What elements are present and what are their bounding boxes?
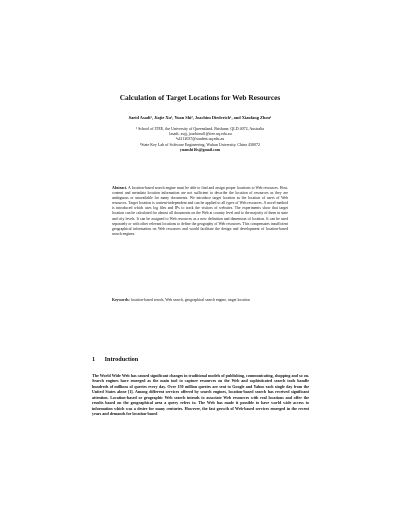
affiliation-line: ³State Key Lab of Software Engineering, Wuhan University, China 430072 bbox=[140, 141, 260, 147]
keywords-text: location-based search, Web search, geographical search engine, target location bbox=[130, 298, 250, 302]
keywords-label: Keywords: bbox=[112, 298, 130, 302]
abstract bbox=[112, 186, 288, 237]
abstract-text: A location-based search engine must be able to find and assign proper locations to Web resources. Host, content and metadata location information are not sufficient to describe the location of resources as they are ambiguous or unavailable for many documents. We introduce target location as the location of users of Web resources. Target location is content-independent and can be applied to all types of Web resources. A novel method is introduced which uses log files and IPs to track the visitors of websites. The experiments show that target location can be calculated for almost all documents on the Web at country level and to the majority of them in state and city levels. It can be assigned to Web resources as a new definition and dimension of location. It can be used separately or with other relevant locations to define the geography of Web resources. This compensates insufficient geographical information on Web resources and would facilitate the design and development of location-based search engines. bbox=[112, 186, 288, 236]
author-list: Saeid Asadi¹, Jiajie Xu¹, Yuan Shi², Joachim Diederich¹, and Xiaofang Zhou¹ bbox=[128, 115, 272, 120]
affiliations bbox=[60, 126, 340, 152]
affiliation-email: ²s4112037@student.uq.edu.au bbox=[175, 136, 225, 142]
abstract-label: Abstract. bbox=[112, 186, 128, 190]
section-number: 1 bbox=[92, 356, 96, 363]
paper-title: Calculation of Target Locations for Web Resources bbox=[119, 93, 281, 102]
section-heading bbox=[92, 356, 138, 363]
keywords bbox=[112, 298, 288, 303]
affiliation-email: yuanshi16s@gmail.com bbox=[179, 146, 221, 152]
section-title: Introduction bbox=[104, 356, 139, 363]
affiliation-line: ¹ School of ITEE, the University of Queensland, Brisbane, QLD 4072, Australia bbox=[135, 126, 265, 131]
body-paragraph: The World Wide Web has caused significant changes in traditional models of publishing, communicating, shopping and so on. Search engines have emerged as the main tool to capture resources on the Web and sophisticated search tools handle hundreds of millions of queries every day. Over 150 million queries are sent to Google and Yahoo each single day from the United States alone [1]. Among different services offered by search engines, location-based search has received significant attention. Location-based or geographic Web search intends to associate Web resources with real locations and offer the results based on the geographical area a query refers to. The Web has made it possible to have world wide access to information which was a desire for many centuries. However, the fast growth of Web-based services emerged in the recent years and demands for location-based bbox=[92, 373, 309, 417]
affiliation-email: {asadi, xujj, joachimd}@itee.uq.edu.au bbox=[168, 131, 232, 137]
